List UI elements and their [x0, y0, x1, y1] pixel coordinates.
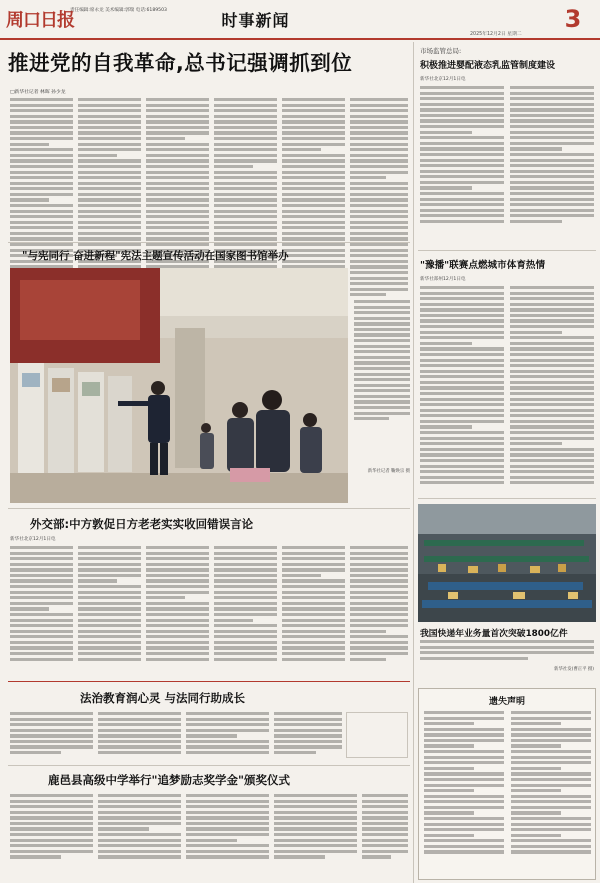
law-body-col4	[274, 712, 342, 754]
section-title: 时事新闻	[221, 11, 290, 30]
right-divider-1	[418, 250, 596, 251]
lost-notice-col2	[511, 711, 591, 854]
right-article-body-col1	[420, 86, 504, 223]
photo-caption-text	[354, 300, 410, 420]
right-kicker: 市场监管总局:	[420, 47, 462, 55]
luyi-top-rule	[8, 765, 410, 766]
main-byline: □新华社记者 林晖 孙少龙	[10, 90, 66, 95]
henan-body-col1	[420, 286, 504, 484]
warehouse-photo-drawing	[418, 504, 596, 622]
right-headline: 积极推进婴配液态乳监管制度建设	[420, 61, 556, 71]
luyi-body-col1	[10, 794, 93, 859]
express-headline: 我国快递年业务量首次突破1800亿件	[420, 629, 568, 639]
luyi-body-col5	[362, 794, 408, 859]
date-line: 2025年12月2日 星期二	[470, 32, 522, 37]
foreign-byline: 新华社北京12月1日电	[10, 537, 56, 542]
photo-caption-credit: 新华社记者 鞠焕宗 摄	[367, 469, 410, 474]
henan-body-col2	[510, 286, 594, 484]
law-sidebar-box	[346, 712, 408, 758]
foreign-body-col2	[78, 546, 141, 661]
law-headline: 法治教育润心灵 与法同行助成长	[80, 691, 246, 705]
exhibition-photo	[10, 268, 348, 503]
foreign-body-col6	[350, 546, 408, 661]
henan-byline: 新华社郑州12月1日电	[420, 277, 466, 282]
express-top-rule	[418, 498, 596, 499]
foreign-headline: 外交部:中方敦促日方老老实实收回错误言论	[30, 517, 254, 531]
column-divider-main	[413, 42, 414, 883]
main-headline: 推进党的自我革命,总书记强调抓到位	[8, 51, 353, 75]
foreign-body-col4	[214, 546, 277, 661]
foreign-body-col5	[282, 546, 345, 661]
photo-story-headline: "与宪同行 奋进新程"宪法主题宣传活动在国家图书馆举办	[22, 250, 289, 262]
lost-notice-title: 遗失声明	[488, 697, 525, 707]
foreign-body-col1	[10, 546, 73, 661]
law-body-col3	[186, 712, 269, 754]
section-banner	[208, 8, 303, 32]
main-article-body-col6	[350, 98, 408, 296]
lost-notice-col1	[424, 711, 504, 854]
masthead	[0, 0, 600, 40]
law-body-col2	[98, 712, 181, 754]
right-byline: 新华社北京12月1日电	[420, 77, 466, 82]
staff-line: 责任编辑:席永龙 美术编辑:郭瑞 电话:6189503	[70, 8, 167, 13]
lost-notice-box	[418, 688, 596, 880]
photo-top-rule	[8, 242, 410, 243]
law-top-rule	[8, 681, 410, 682]
exhibition-photo-drawing	[10, 268, 348, 503]
express-caption-credit: 新华社发(曹正平 摄)	[554, 667, 594, 672]
right-article-body-col2	[510, 86, 594, 223]
warehouse-photo	[418, 504, 596, 622]
foreign-body-col3	[146, 546, 209, 661]
page-number: 3	[564, 5, 582, 33]
luyi-body-col2	[98, 794, 181, 859]
law-body-col1	[10, 712, 93, 754]
newspaper-logo: 周口日报	[6, 10, 74, 31]
masthead-rule	[0, 38, 600, 40]
luyi-body-col4	[274, 794, 357, 859]
foreign-top-rule	[8, 508, 410, 509]
henan-headline: "豫播"联赛点燃城市体育热情	[420, 260, 546, 271]
express-caption-text	[420, 640, 594, 660]
luyi-body-col3	[186, 794, 269, 859]
luyi-headline: 鹿邑县高级中学举行"追梦励志奖学金"颁奖仪式	[48, 773, 290, 787]
